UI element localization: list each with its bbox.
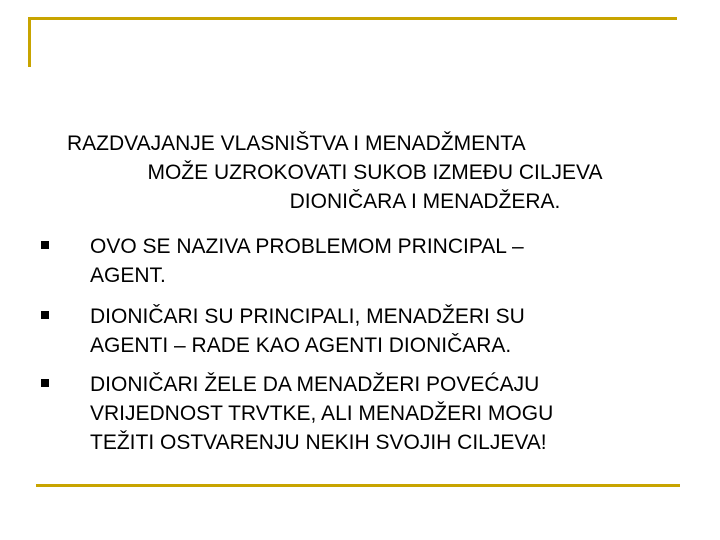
bullet-line: TEŽITI OSTVARENJU NEKIH SVOJIH CILJEVA!: [90, 431, 547, 454]
intro-line: DIONIČARA I MENADŽERA.: [289, 190, 561, 213]
square-bullet-icon: [41, 241, 49, 249]
square-bullet-icon: [41, 379, 49, 387]
bullet-line: DIONIČARI ŽELE DA MENADŽERI POVEĆAJU: [90, 373, 540, 396]
bullet-text: [90, 302, 690, 360]
bullet-line: AGENTI – RADE KAO AGENTI DIONIČARA.: [90, 334, 512, 357]
intro-paragraph: [40, 129, 680, 216]
intro-line: MOŽE UZROKOVATI SUKOB IZMEĐU CILJEVA: [147, 161, 603, 184]
bullet-text: [90, 232, 690, 290]
bullet-line: OVO SE NAZIVA PROBLEMOM PRINCIPAL –: [90, 235, 524, 258]
bullet-text: [90, 370, 690, 457]
square-bullet-icon: [41, 311, 49, 319]
bullet-line: DIONIČARI SU PRINCIPALI, MENADŽERI SU: [90, 305, 525, 328]
intro-line: RAZDVAJANJE VLASNIŠTVA I MENADŽMENTA: [67, 132, 526, 155]
bullet-line: AGENT.: [90, 264, 166, 287]
bullet-line: VRIJEDNOST TRVTKE, ALI MENADŽERI MOGU: [90, 402, 554, 425]
